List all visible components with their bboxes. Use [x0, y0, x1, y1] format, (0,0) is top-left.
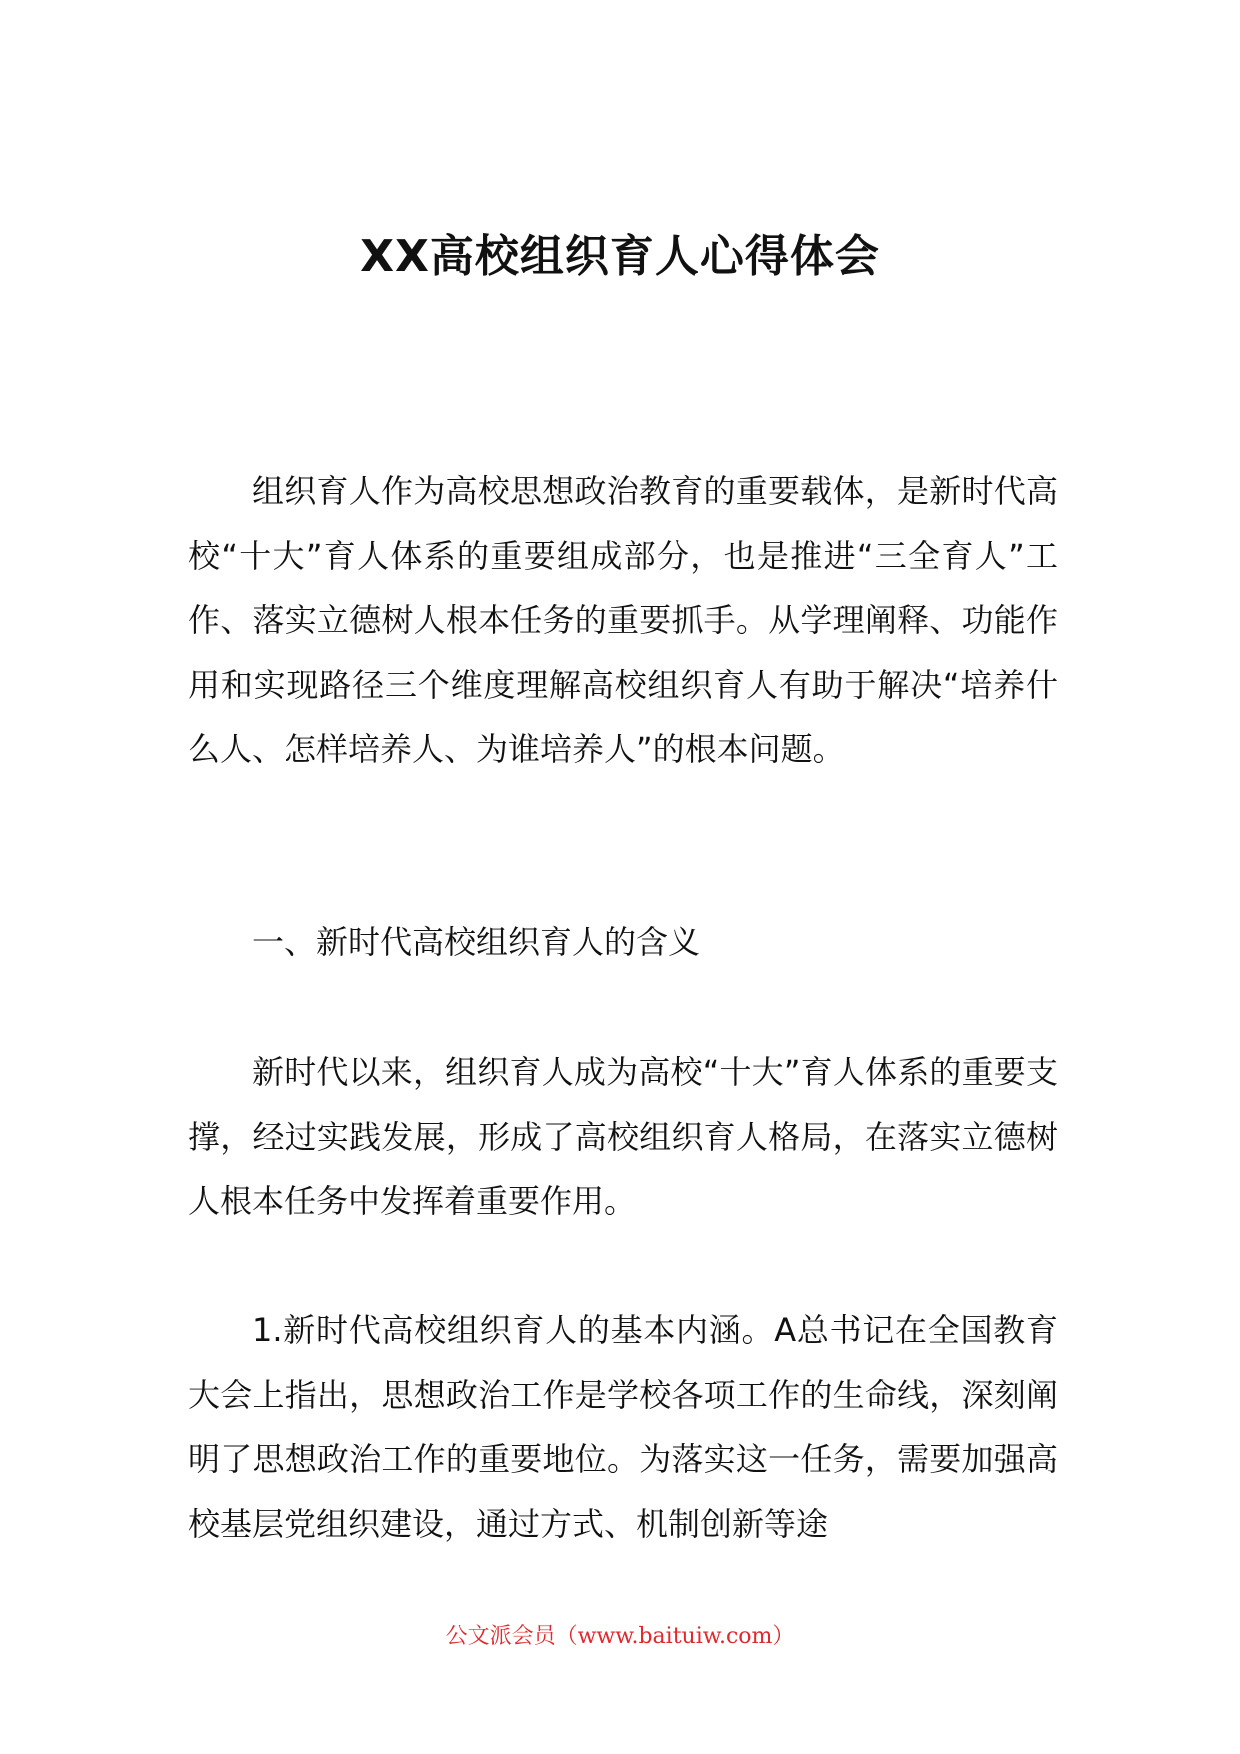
intro-paragraph: 组织育人作为高校思想政治教育的重要载体，是新时代高校“十大”育人体系的重要组成部分，也是推进“三全育人”工作、落实立德树人根本任务的重要抓手。从学理阐释、功能作用和实现路径三个维度理解高校组织育人有助于解决“培养什么人、怎样培养人、为谁培养人”的根本问题。	[188, 472, 1058, 768]
subsection-paragraph: 1.新时代高校组织育人的基本内涵。A总书记在全国教育大会上指出，思想政治工作是学校各项工作的生命线，深刻阐明了思想政治工作的重要地位。为落实这一任务，需要加强高校基层党组织建设，通过方式、机制创新等途	[188, 1311, 1058, 1543]
document-title: XX高校组织育人心得体会	[360, 231, 880, 283]
section-paragraph: 新时代以来，组织育人成为高校“十大”育人体系的重要支撑，经过实践发展，形成了高校组织育人格局，在落实立德树人根本任务中发挥着重要作用。	[188, 1053, 1058, 1220]
footer-watermark: 公文派会员（www.baituiw.com）	[445, 1624, 795, 1649]
section-heading: 一、新时代高校组织育人的含义	[252, 923, 701, 961]
